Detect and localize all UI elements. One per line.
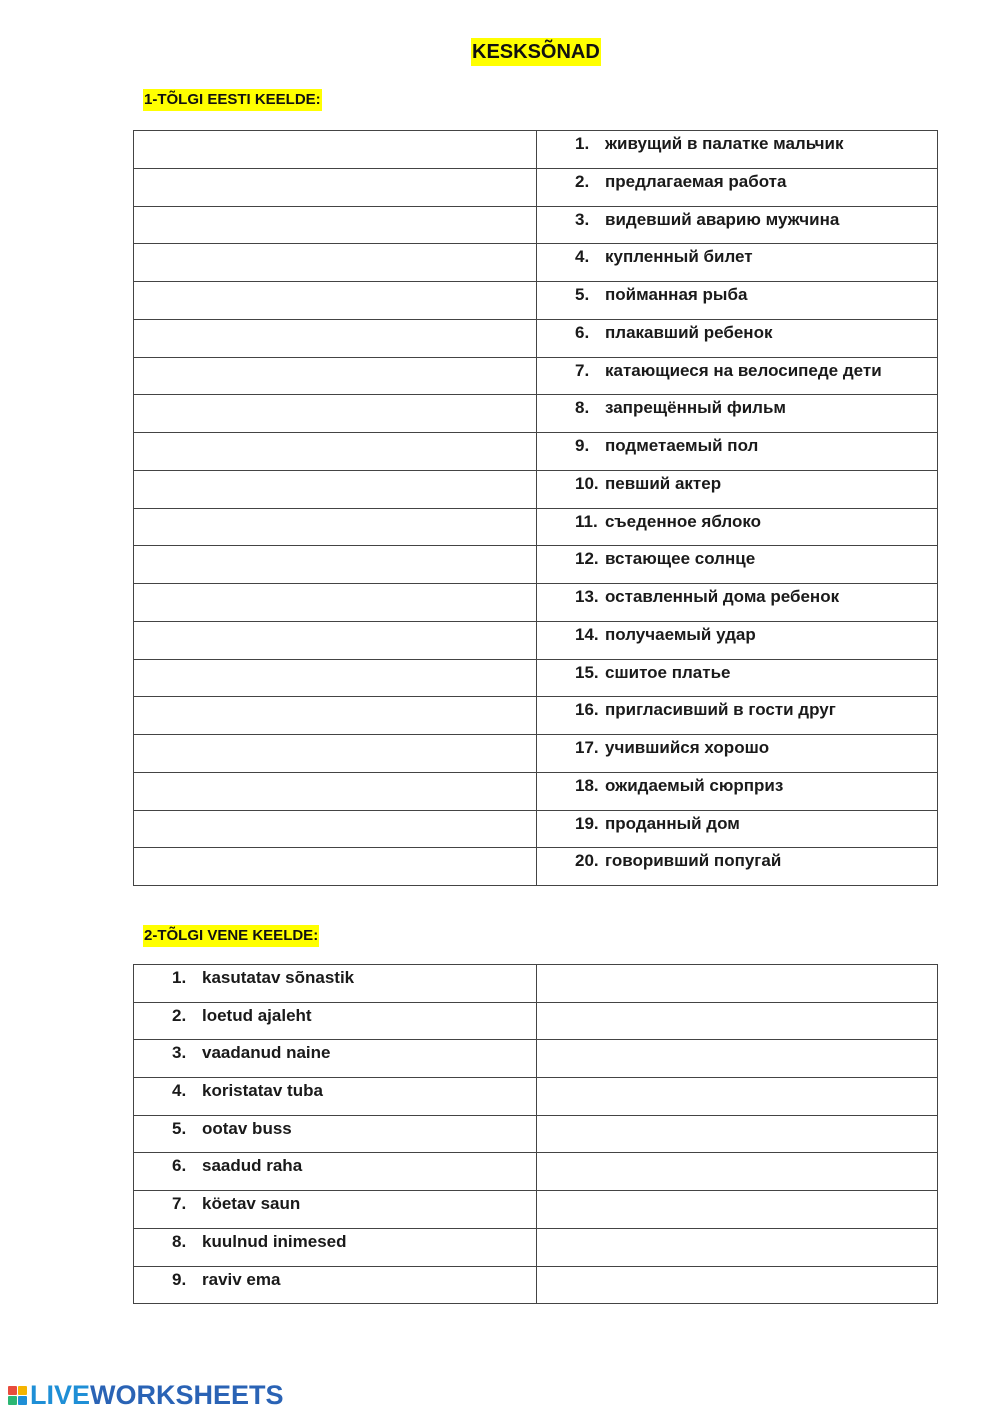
- answer-field[interactable]: [134, 773, 536, 810]
- item-number: 5.: [172, 1118, 187, 1138]
- prompt-cell: [537, 508, 938, 546]
- item-text: пригласивший в гости друг: [605, 700, 836, 720]
- prompt-cell: [537, 244, 938, 282]
- table-row: [134, 810, 938, 848]
- table-row: [134, 965, 938, 1003]
- item-text: живущий в палатке мальчик: [605, 134, 844, 153]
- item-text: видевший аварию мужчина: [605, 209, 840, 229]
- prompt-cell: [134, 1228, 537, 1266]
- prompt-cell: [537, 131, 938, 169]
- table-row: [134, 621, 938, 659]
- list-item: [537, 433, 937, 455]
- item-text: kuulnud inimesed: [202, 1231, 347, 1251]
- item-text: сшитое платье: [605, 662, 731, 682]
- item-text: пойманная рыба: [605, 285, 748, 304]
- answer-cell[interactable]: [134, 621, 537, 659]
- answer-cell[interactable]: [134, 357, 537, 395]
- table-row: [134, 1153, 938, 1191]
- table-row: [134, 244, 938, 282]
- answer-field[interactable]: [134, 433, 536, 470]
- answer-field[interactable]: [134, 244, 536, 281]
- item-number: 7.: [575, 360, 590, 380]
- item-text: певший актер: [605, 473, 722, 493]
- item-text: встающее солнце: [605, 549, 756, 569]
- item-number: 8.: [172, 1231, 187, 1251]
- answer-field[interactable]: [134, 207, 536, 244]
- prompt-cell: [537, 772, 938, 810]
- answer-cell[interactable]: [537, 1040, 938, 1078]
- prompt-cell: [537, 319, 938, 357]
- prompt-cell: [134, 1266, 537, 1304]
- item-number: 15.: [575, 662, 599, 682]
- prompt-cell: [537, 584, 938, 622]
- item-text: получаемый удар: [605, 624, 756, 644]
- table-row: [134, 1115, 938, 1153]
- answer-field[interactable]: [134, 697, 536, 734]
- answer-field[interactable]: [134, 320, 536, 357]
- list-item: [537, 773, 937, 795]
- section-2-heading: 2-TÕLGI VENE KEELDE:: [143, 925, 319, 947]
- brand-prefix: LIVE: [30, 1379, 91, 1410]
- answer-field[interactable]: [537, 1078, 937, 1115]
- list-item: [134, 1153, 536, 1176]
- item-text: koristatav tuba: [202, 1081, 323, 1101]
- item-text: köetav saun: [202, 1194, 301, 1214]
- item-number: 9.: [172, 1269, 187, 1289]
- table-row: [134, 546, 938, 584]
- answer-field[interactable]: [537, 1191, 937, 1228]
- item-number: 13.: [575, 587, 599, 606]
- answer-cell[interactable]: [134, 319, 537, 357]
- answer-field[interactable]: [134, 358, 536, 395]
- item-number: 20.: [575, 851, 599, 871]
- answer-cell[interactable]: [537, 1153, 938, 1191]
- table-row: [134, 395, 938, 433]
- table-row: [134, 1191, 938, 1229]
- answer-cell[interactable]: [134, 206, 537, 244]
- item-number: 4.: [172, 1081, 187, 1101]
- answer-cell[interactable]: [537, 1078, 938, 1116]
- list-item: [134, 965, 536, 987]
- item-number: 9.: [575, 436, 590, 455]
- item-text: предлагаемая работа: [605, 171, 787, 191]
- list-item: [537, 546, 937, 569]
- answer-cell[interactable]: [537, 1191, 938, 1229]
- answer-field[interactable]: [134, 660, 536, 697]
- prompt-cell: [537, 395, 938, 433]
- table-row: [134, 508, 938, 546]
- answer-cell[interactable]: [537, 1228, 938, 1266]
- answer-cell[interactable]: [134, 131, 537, 169]
- answer-cell[interactable]: [134, 244, 537, 282]
- answer-cell[interactable]: [134, 697, 537, 735]
- item-number: 11.: [575, 511, 598, 531]
- list-item: [134, 1078, 536, 1101]
- item-text: ootav buss: [202, 1118, 292, 1138]
- prompt-cell: [134, 1191, 537, 1229]
- answer-field[interactable]: [134, 848, 536, 885]
- table-row: [134, 1266, 938, 1304]
- list-item: [537, 471, 937, 493]
- answer-field[interactable]: [537, 1153, 937, 1190]
- answer-field[interactable]: [134, 622, 536, 659]
- answer-cell[interactable]: [537, 965, 938, 1003]
- answer-field[interactable]: [537, 1040, 937, 1077]
- list-item: [537, 622, 937, 644]
- item-text: saadud raha: [202, 1156, 303, 1176]
- item-text: запрещённый фильм: [605, 398, 786, 418]
- item-number: 19.: [575, 813, 599, 833]
- item-text: говоривший попугай: [605, 851, 782, 871]
- table-row: [134, 659, 938, 697]
- item-text: учившийся хорошо: [605, 738, 770, 757]
- table-row: [134, 357, 938, 395]
- list-item: [134, 1116, 536, 1138]
- list-item: [537, 735, 937, 757]
- list-item: [537, 660, 937, 682]
- prompt-cell: [134, 965, 537, 1003]
- answer-field[interactable]: [134, 811, 536, 848]
- answer-cell[interactable]: [537, 1002, 938, 1040]
- list-item: [134, 1003, 536, 1025]
- answer-cell[interactable]: [134, 508, 537, 546]
- answer-field[interactable]: [134, 584, 536, 621]
- prompt-cell: [537, 206, 938, 244]
- list-item: [537, 282, 937, 304]
- prompt-cell: [537, 848, 938, 886]
- prompt-cell: [537, 357, 938, 395]
- item-number: 4.: [575, 247, 590, 267]
- answer-cell[interactable]: [134, 433, 537, 471]
- prompt-cell: [134, 1078, 537, 1116]
- item-number: 7.: [172, 1194, 187, 1214]
- answer-cell[interactable]: [134, 659, 537, 697]
- item-text: купленный билет: [605, 247, 753, 267]
- item-text: loetud ajaleht: [202, 1005, 312, 1025]
- item-number: 3.: [172, 1043, 187, 1063]
- list-item: [537, 320, 937, 342]
- prompt-cell: [134, 1002, 537, 1040]
- list-item: [537, 244, 937, 267]
- prompt-cell: [537, 433, 938, 471]
- answer-cell[interactable]: [134, 810, 537, 848]
- table-row: [134, 470, 938, 508]
- prompt-cell: [537, 621, 938, 659]
- section-1-table: [133, 130, 938, 886]
- item-number: 5.: [575, 285, 590, 304]
- table-row: [134, 1078, 938, 1116]
- item-text: проданный дом: [605, 813, 740, 833]
- table-row: [134, 131, 938, 169]
- table-row: [134, 848, 938, 886]
- item-text: vaadanud naine: [202, 1043, 331, 1063]
- answer-field[interactable]: [134, 471, 536, 508]
- item-number: 2.: [172, 1005, 187, 1025]
- answer-field[interactable]: [134, 169, 536, 206]
- prompt-cell: [134, 1153, 537, 1191]
- item-number: 14.: [575, 624, 599, 644]
- list-item: [537, 509, 937, 531]
- list-item: [537, 584, 937, 606]
- table-row: [134, 168, 938, 206]
- answer-cell[interactable]: [134, 735, 537, 773]
- page-title: KESKSÕNAD: [471, 38, 601, 66]
- table-row: [134, 1228, 938, 1266]
- answer-cell[interactable]: [134, 546, 537, 584]
- answer-field[interactable]: [537, 965, 937, 1002]
- list-item: [537, 395, 937, 418]
- item-text: ожидаемый сюрприз: [605, 775, 784, 795]
- list-item: [134, 1267, 536, 1289]
- list-item: [537, 358, 937, 380]
- answer-cell[interactable]: [134, 470, 537, 508]
- list-item: [134, 1191, 536, 1214]
- prompt-cell: [134, 1115, 537, 1153]
- footer-branding: [8, 1380, 284, 1410]
- item-number: 1.: [172, 968, 187, 987]
- list-item: [134, 1229, 536, 1251]
- answer-field[interactable]: [134, 546, 536, 583]
- table-row: [134, 697, 938, 735]
- prompt-cell: [134, 1040, 537, 1078]
- answer-field[interactable]: [537, 1229, 937, 1266]
- section-1-heading: 1-TÕLGI EESTI KEELDE:: [143, 89, 322, 111]
- prompt-cell: [537, 470, 938, 508]
- item-number: 3.: [575, 209, 590, 229]
- answer-cell[interactable]: [134, 772, 537, 810]
- list-item: [537, 131, 937, 153]
- liveworksheets-logo-icon: [8, 1386, 27, 1405]
- answer-cell[interactable]: [134, 395, 537, 433]
- brand-suffix: WORKSHEETS: [90, 1379, 284, 1410]
- answer-cell[interactable]: [134, 282, 537, 320]
- item-number: 6.: [575, 322, 590, 342]
- prompt-cell: [537, 735, 938, 773]
- table-row: [134, 1002, 938, 1040]
- item-text: плакавший ребенок: [605, 322, 773, 342]
- item-number: 2.: [575, 171, 590, 191]
- table-row: [134, 319, 938, 357]
- answer-field[interactable]: [537, 1116, 937, 1153]
- table-row: [134, 206, 938, 244]
- item-number: 12.: [575, 549, 599, 569]
- list-item: [537, 848, 937, 871]
- table-row: [134, 584, 938, 622]
- answer-cell[interactable]: [537, 1115, 938, 1153]
- list-item: [537, 697, 937, 720]
- prompt-cell: [537, 546, 938, 584]
- item-number: 1.: [575, 134, 590, 153]
- item-text: kasutatav sõnastik: [202, 968, 355, 987]
- table-row: [134, 433, 938, 471]
- table-row: [134, 772, 938, 810]
- item-number: 18.: [575, 775, 599, 795]
- section-2-table: [133, 964, 938, 1304]
- item-number: 10.: [575, 473, 599, 493]
- answer-cell[interactable]: [134, 584, 537, 622]
- answer-field[interactable]: [134, 509, 536, 546]
- item-text: подметаемый пол: [605, 436, 759, 455]
- table-row: [134, 735, 938, 773]
- answer-cell[interactable]: [537, 1266, 938, 1304]
- item-text: съеденное яблоко: [605, 511, 762, 531]
- prompt-cell: [537, 697, 938, 735]
- answer-cell[interactable]: [134, 848, 537, 886]
- item-number: 8.: [575, 398, 590, 418]
- answer-field[interactable]: [134, 282, 536, 319]
- answer-field[interactable]: [134, 131, 536, 168]
- prompt-cell: [537, 168, 938, 206]
- list-item: [537, 207, 937, 229]
- list-item: [537, 169, 937, 191]
- item-text: raviv ema: [202, 1269, 281, 1289]
- item-number: 17.: [575, 738, 599, 757]
- item-text: катающиеся на велосипеде дети: [605, 360, 882, 380]
- list-item: [134, 1040, 536, 1063]
- item-number: 6.: [172, 1156, 187, 1176]
- prompt-cell: [537, 282, 938, 320]
- item-number: 16.: [575, 700, 599, 720]
- answer-field[interactable]: [537, 1267, 937, 1304]
- prompt-cell: [537, 659, 938, 697]
- list-item: [537, 811, 937, 833]
- brand-name: [30, 1380, 284, 1411]
- answer-cell[interactable]: [134, 168, 537, 206]
- answer-field[interactable]: [537, 1003, 937, 1040]
- answer-field[interactable]: [134, 735, 536, 772]
- prompt-cell: [537, 810, 938, 848]
- answer-field[interactable]: [134, 395, 536, 432]
- table-row: [134, 1040, 938, 1078]
- table-row: [134, 282, 938, 320]
- item-text: оставленный дома ребенок: [605, 587, 840, 606]
